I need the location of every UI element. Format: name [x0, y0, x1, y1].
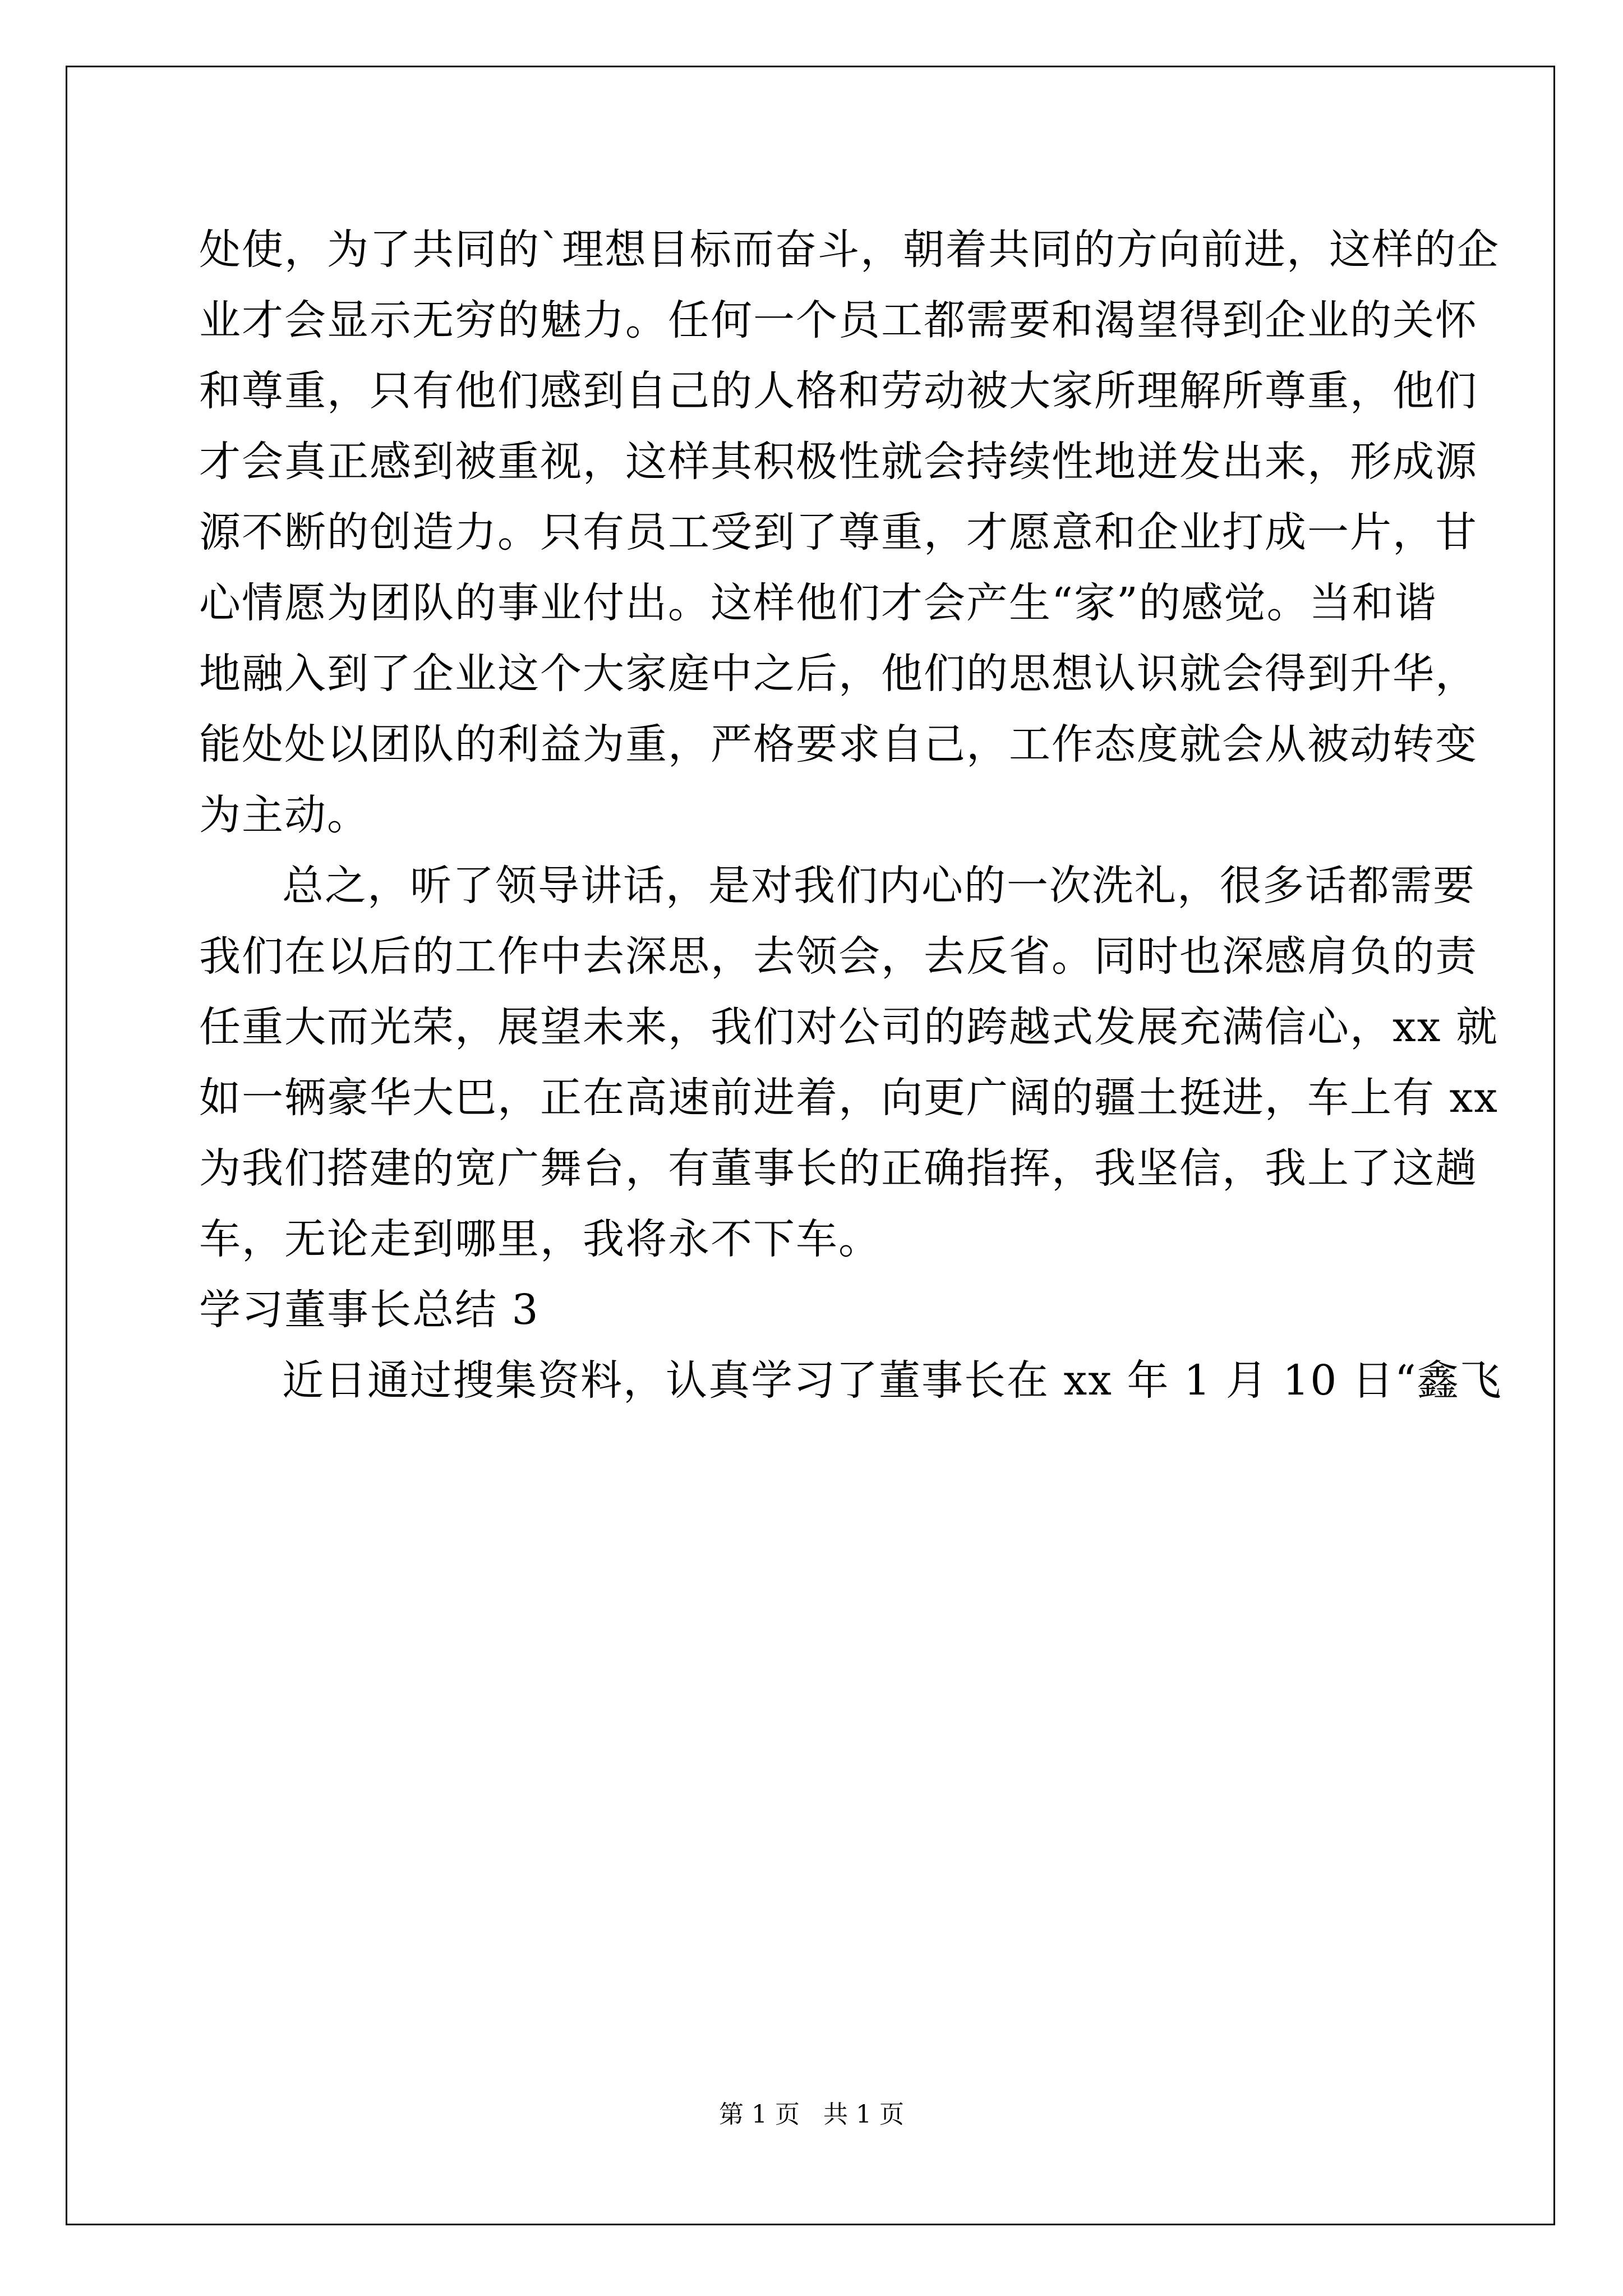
text-line: 任重大而光荣，展望未来，我们对公司的跨越式发展充满信心，xx 就 [199, 1003, 1498, 1051]
text-line: 业才会显示无穷的魅力。任何一个员工都需要和渴望得到企业的关怀 [199, 296, 1478, 344]
text-line: 地融入到了企业这个大家庭中之后，他们的思想认识就会得到升华， [199, 650, 1478, 698]
page-footer: 第 1 页 共 1 页 [719, 2100, 904, 2129]
text-line: 我们在以后的工作中去深思，去领会，去反省。同时也深感肩负的责 [199, 932, 1478, 981]
paragraph-first-line: 总之，听了领导讲话，是对我们内心的一次洗礼，很多话都需要 [282, 862, 1476, 910]
text-line: 为我们搭建的宽广舞台，有董事长的正确指挥，我坚信，我上了这趟 [199, 1144, 1478, 1193]
section-heading: 学习董事长总结 3 [199, 1286, 540, 1334]
text-line: 为主动。 [199, 791, 370, 839]
text-line: 处使，为了共同的`理想目标而奋斗，朝着共同的方向前进，这样的企 [199, 226, 1500, 274]
text-line: 车，无论走到哪里，我将永不下车。 [199, 1215, 881, 1263]
text-line: 才会真正感到被重视，这样其积极性就会持续性地迸发出来，形成源 [199, 438, 1478, 486]
text-line: 如一辆豪华大巴，正在高速前进着，向更广阔的疆土挺进，车上有 xx [199, 1074, 1498, 1122]
text-line: 能处处以团队的利益为重，严格要求自己，工作态度就会从被动转变 [199, 720, 1478, 769]
paragraph-first-line: 近日通过搜集资料，认真学习了董事长在 xx 年 1 月 10 日“鑫飞 [282, 1356, 1502, 1405]
text-line: 心情愿为团队的事业付出。这样他们才会产生“家”的感觉。当和谐 [199, 579, 1437, 627]
text-line: 和尊重，只有他们感到自己的人格和劳动被大家所理解所尊重，他们 [199, 367, 1478, 415]
text-line: 源不断的创造力。只有员工受到了尊重，才愿意和企业打成一片，甘 [199, 508, 1478, 556]
